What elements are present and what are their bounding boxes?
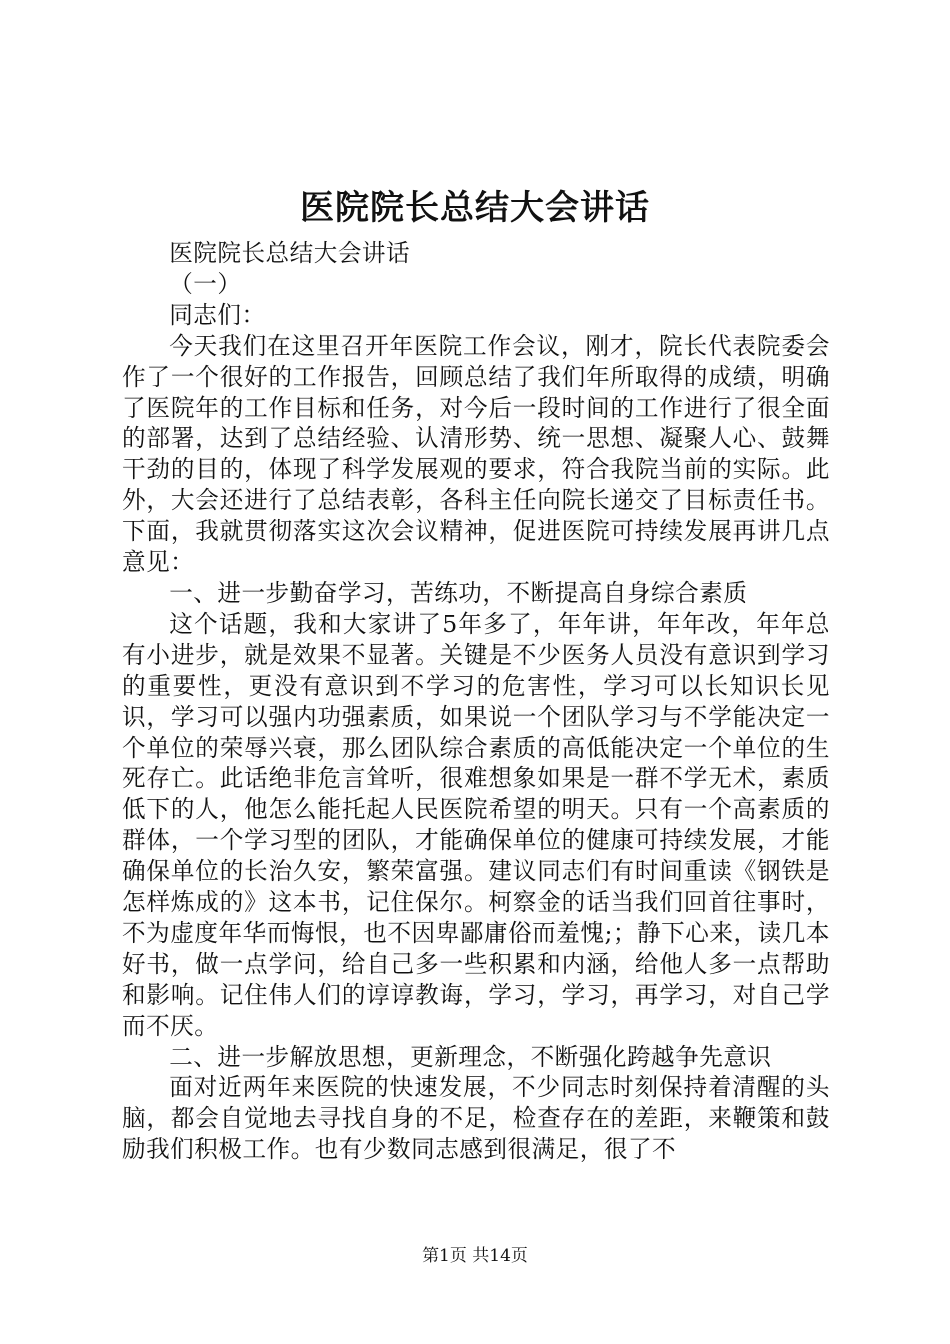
- subtitle-paragraph: 医院院长总结大会讲话: [169, 239, 411, 267]
- salutation-paragraph: 同志们：: [169, 300, 266, 329]
- body-paragraph: 面对近两年来医院的快速发展，不少同志时刻保持着清醒的头脑，都会自觉地去寻找自身的不足，检查存在的差距，来鞭策和鼓励我们积极工作。也有少数同志感到很满足，很了不: [122, 1073, 830, 1164]
- section-heading-2: 二、进一步解放思想，更新理念，不断强化跨越争先意识: [169, 1042, 772, 1071]
- section-number-paragraph: （一）: [169, 269, 242, 298]
- section-heading-1: 一、进一步勤奋学习，苦练功，不断提高自身综合素质: [169, 578, 748, 607]
- body-paragraph: 这个话题，我和大家讲了5年多了，年年讲，年年改，年年总有小进步，就是效果不显著。关键是不少医务人员没有意识到学习的重要性，更没有意识到不学习的危害性，学习可以长知识长见识，学习可以强内功强素质，如果说一个团队学习与不学能决定一个单位的荣辱兴衰，那么团队综合素质的高低能决定一个单位的生死存亡。此话绝非危言耸听，很难想象如果是一群不学无术，素质低下的人，他怎么能托起人民医院希望的明天。只有一个高素质的群体，一个学习型的团队，才能确保单位的健康可持续发展，才能确保单位的长治久安，繁荣富强。建议同志们有时间重读《钢铁是怎样炼成的》这本书，记住保尔。柯察金的话当我们回首往事时，不为虚度年华而悔恨，也不因卑鄙庸俗而羞愧;；静下心来，读几本好书，做一点学问，给自己多一些积累和内涵，给他人多一点帮助和影响。记住伟人们的谆谆教诲，学习，学习，再学习，对自己学而不厌。: [122, 609, 830, 1040]
- document-title: 医院院长总结大会讲话: [300, 188, 650, 228]
- body-paragraph: 今天我们在这里召开年医院工作会议，刚才，院长代表院委会作了一个很好的工作报告，回顾总结了我们年所取得的成绩，明确了医院年的工作目标和任务，对今后一段时间的工作进行了很全面的部署，达到了总结经验、认清形势、统一思想、凝聚人心、鼓舞干劲的目的，体现了科学发展观的要求，符合我院当前的实际。此外，大会还进行了总结表彰，各科主任向院长递交了目标责任书。下面，我就贯彻落实这次会议精神，促进医院可持续发展再讲几点意见：: [122, 331, 830, 577]
- document-body: [122, 238, 830, 1165]
- page-number-footer: 第1页 共14页: [422, 1246, 528, 1266]
